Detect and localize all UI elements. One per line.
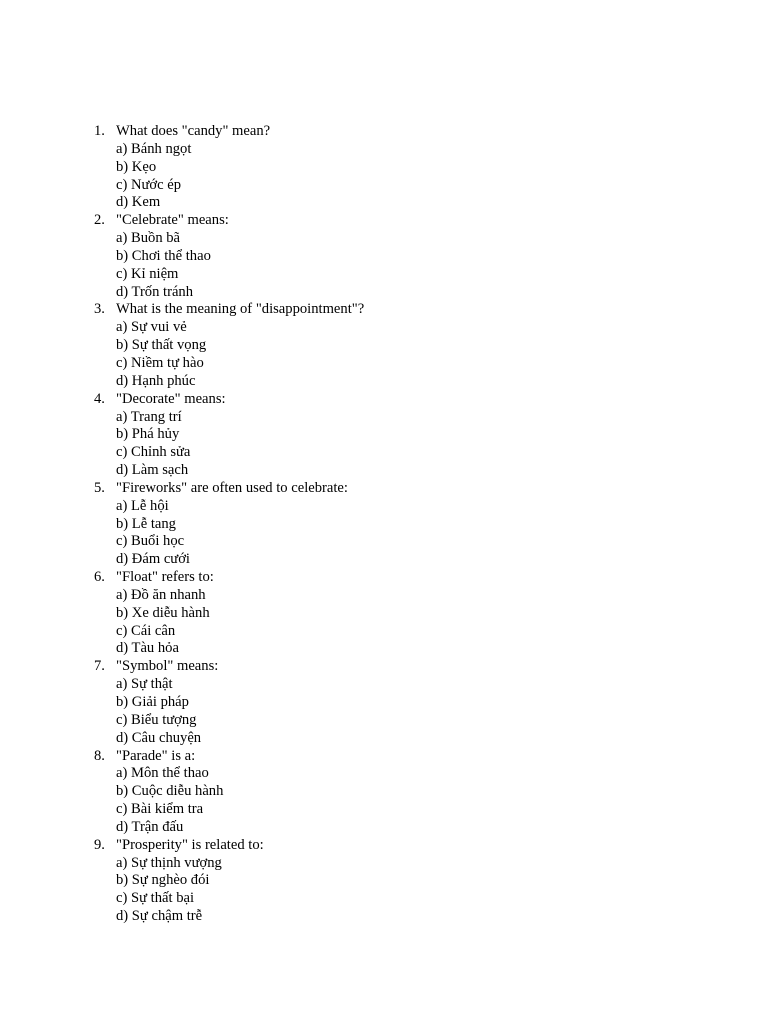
answer-option: b) Chơi thể thao — [116, 247, 211, 264]
answer-options — [116, 230, 364, 301]
question-text: "Decorate" means: — [116, 390, 226, 407]
question-number: 3. — [94, 301, 105, 318]
answer-options — [116, 319, 364, 390]
question-item — [94, 748, 364, 837]
answer-option: b) Cuộc diễu hành — [116, 783, 224, 800]
answer-option: a) Sự thật — [116, 676, 173, 693]
question-list — [94, 123, 364, 926]
question-number: 1. — [94, 123, 105, 139]
answer-option: b) Sự nghèo đói — [116, 872, 210, 889]
answer-option: c) Nước ép — [116, 176, 182, 193]
answer-option: d) Hạnh phúc — [116, 372, 196, 389]
answer-option: c) Buổi học — [116, 533, 185, 550]
answer-option: d) Trốn tránh — [116, 283, 194, 300]
answer-options — [116, 141, 364, 212]
answer-option: b) Lễ tang — [116, 515, 176, 532]
question-item — [94, 837, 364, 926]
answer-option: d) Tàu hỏa — [116, 640, 179, 657]
answer-option: c) Bài kiểm tra — [116, 801, 204, 818]
answer-option: d) Đám cưới — [116, 551, 190, 568]
answer-option: a) Buồn bã — [116, 230, 181, 247]
question-number: 4. — [94, 390, 105, 407]
answer-option: b) Kẹo — [116, 158, 157, 175]
question-number: 9. — [94, 836, 105, 853]
question-text: "Symbol" means: — [116, 658, 219, 675]
answer-option: a) Trang trí — [116, 408, 182, 425]
answer-options — [116, 855, 364, 926]
question-text: "Fireworks" are often used to celebrate: — [116, 479, 348, 496]
question-number: 5. — [94, 479, 105, 496]
question-number: 7. — [94, 658, 105, 675]
answer-option: d) Câu chuyện — [116, 729, 202, 746]
answer-option: b) Giải pháp — [116, 694, 189, 710]
question-number: 6. — [94, 569, 105, 586]
answer-option: d) Sự chậm trễ — [116, 908, 203, 925]
answer-option: c) Chỉnh sửa — [116, 444, 191, 461]
answer-option: c) Cái cân — [116, 622, 176, 639]
answer-option: c) Niềm tự hào — [116, 354, 204, 371]
answer-options — [116, 676, 364, 747]
answer-option: a) Lễ hội — [116, 497, 169, 514]
answer-option: a) Môn thể thao — [116, 765, 209, 782]
answer-option: a) Đồ ăn nhanh — [116, 586, 206, 603]
question-item — [94, 569, 364, 658]
question-item — [94, 658, 364, 747]
answer-option: d) Làm sạch — [116, 462, 189, 479]
answer-option: d) Trận đấu — [116, 818, 184, 835]
question-text: "Celebrate" means: — [116, 212, 229, 229]
question-text: What does "candy" mean? — [116, 123, 271, 139]
question-text: "Parade" is a: — [116, 747, 196, 764]
answer-option: c) Sự thất bại — [116, 890, 195, 907]
question-text: "Float" refers to: — [116, 569, 214, 586]
question-number: 8. — [94, 747, 105, 764]
answer-option: a) Bánh ngọt — [116, 140, 192, 157]
question-item — [94, 212, 364, 301]
answer-option: d) Kem — [116, 194, 161, 211]
answer-options — [116, 587, 364, 658]
question-item — [94, 391, 364, 480]
answer-option: b) Xe diễu hành — [116, 604, 210, 621]
question-item — [94, 301, 364, 390]
question-item — [94, 123, 364, 212]
question-number: 2. — [94, 212, 105, 229]
question-text: "Prosperity" is related to: — [116, 836, 264, 853]
answer-option: c) Kỉ niệm — [116, 265, 179, 282]
question-item — [94, 480, 364, 569]
answer-option: b) Phá hủy — [116, 426, 180, 443]
question-text: What is the meaning of "disappointment"? — [116, 301, 365, 318]
answer-option: a) Sự thịnh vượng — [116, 854, 222, 871]
answer-option: b) Sự thất vọng — [116, 337, 207, 354]
answer-options — [116, 765, 364, 836]
answer-option: a) Sự vui vẻ — [116, 319, 187, 336]
answer-option: c) Biểu tượng — [116, 711, 197, 728]
answer-options — [116, 498, 364, 569]
answer-options — [116, 409, 364, 480]
